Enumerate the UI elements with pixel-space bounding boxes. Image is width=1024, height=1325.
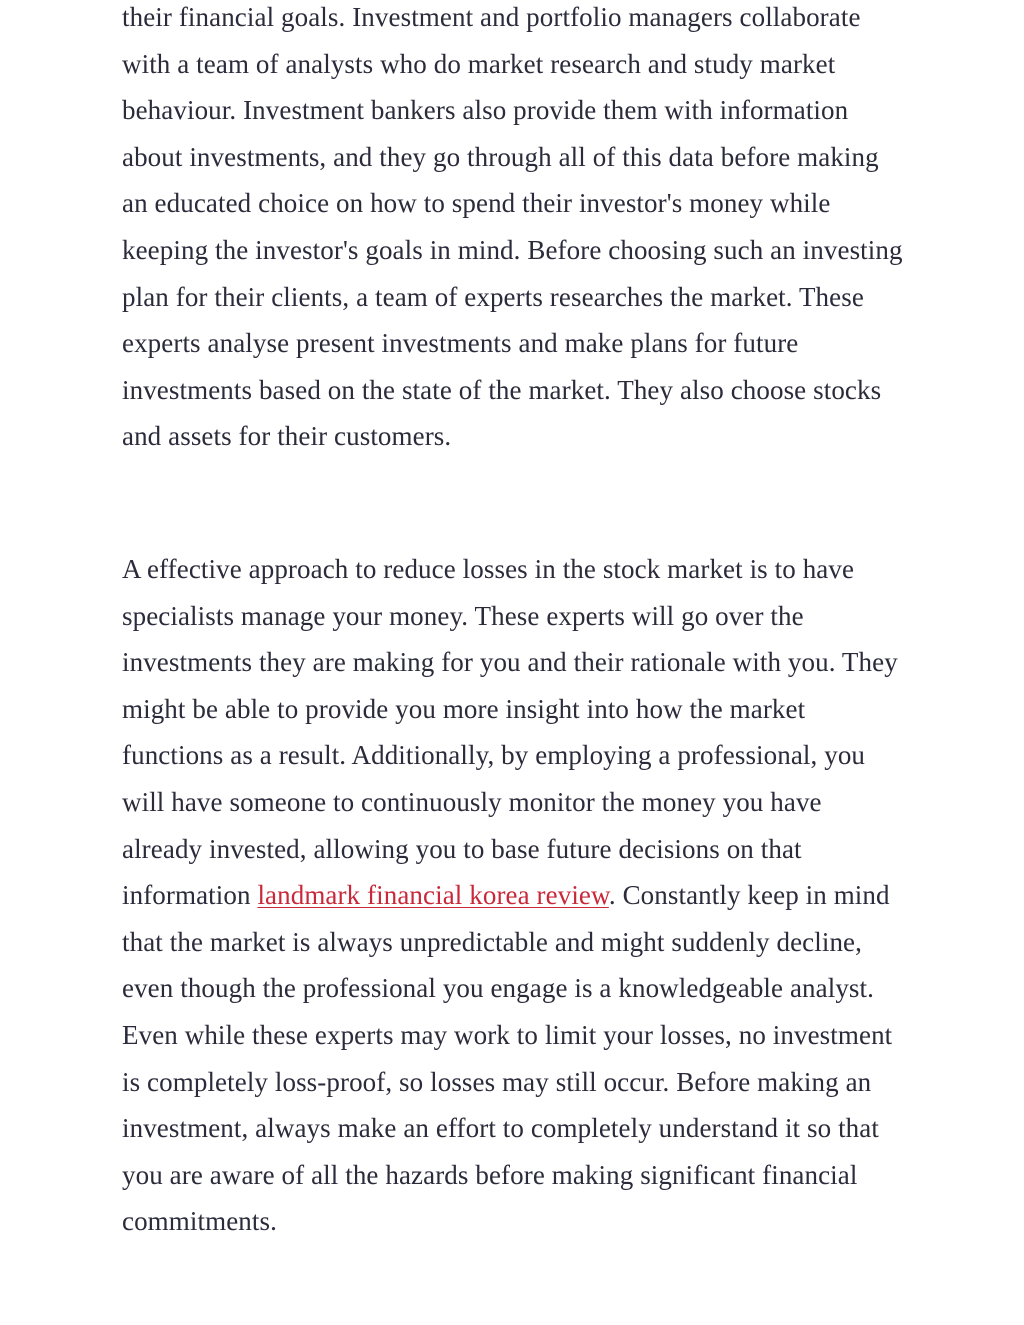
text-line: with a team of analysts who do market research and study market — [122, 48, 836, 79]
article-paragraph — [122, 546, 902, 1245]
text-line: plan for their clients, a team of experts researches the market. These — [122, 281, 864, 312]
text-line: that the market is always unpredictable and might suddenly decline, — [122, 926, 862, 957]
link-line-suffix: . Constantly keep in mind — [608, 880, 890, 911]
text-line: already invested, allowing you to base future decisions on that — [122, 833, 802, 864]
text-line: and assets for their customers. — [122, 421, 452, 452]
text-line: investment, always make an effort to completely understand it so that — [122, 1113, 879, 1144]
text-line: investments they are making for you and their rationale with you. They — [122, 647, 898, 678]
text-line: Even while these experts may work to limit your losses, no investment — [122, 1019, 893, 1050]
text-line: A effective approach to reduce losses in the stock market is to have — [122, 554, 855, 584]
text-line: their financial goals. Investment and portfolio managers collaborate — [122, 2, 861, 32]
text-line: might be able to provide you more insight into how the market — [122, 693, 806, 724]
text-line: experts analyse present investments and make plans for future — [122, 328, 799, 359]
link-line — [122, 872, 902, 919]
article-paragraph — [122, 0, 902, 460]
text-line: functions as a result. Additionally, by employing a professional, you — [122, 740, 866, 771]
text-line: investments based on the state of the market. They also choose stocks — [122, 374, 882, 405]
text-line: will have someone to continuously monitor the money you have — [122, 786, 822, 817]
text-line: behaviour. Investment bankers also provide them with information — [122, 95, 849, 126]
link-line-prefix: information — [122, 880, 258, 911]
text-line: about investments, and they go through all of this data before making — [122, 141, 879, 172]
text-line: specialists manage your money. These experts will go over the — [122, 600, 804, 631]
text-line: commitments. — [122, 1206, 277, 1237]
review-link[interactable]: landmark financial korea review — [257, 880, 609, 911]
text-line: keeping the investor's goals in mind. Before choosing such an investing — [122, 234, 903, 265]
text-line: is completely loss-proof, so losses may still occur. Before making an — [122, 1066, 872, 1097]
text-line: you are aware of all the hazards before making significant financial — [122, 1159, 858, 1190]
text-line: even though the professional you engage is a knowledgeable analyst. — [122, 973, 874, 1004]
text-line: an educated choice on how to spend their investor's money while — [122, 188, 831, 219]
